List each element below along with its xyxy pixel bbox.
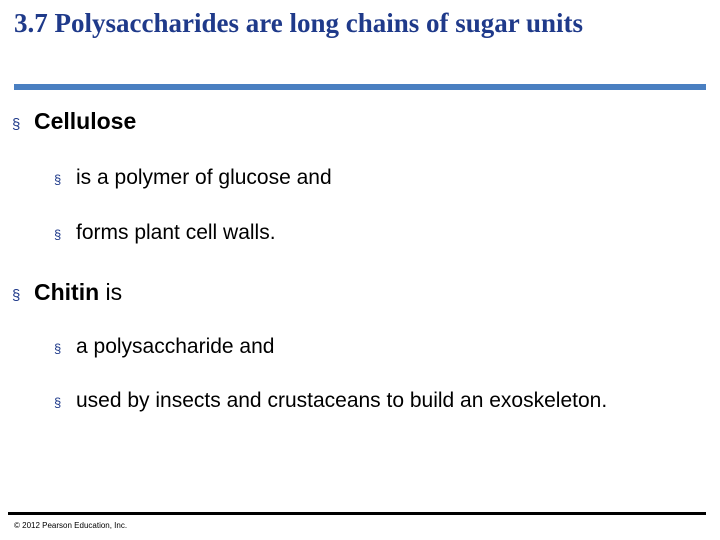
bullet-marker-icon: § xyxy=(12,116,21,133)
bullet-marker-icon: § xyxy=(54,172,62,187)
footer-divider xyxy=(8,512,706,515)
bullet-text: is xyxy=(99,279,123,305)
bullet-text: a polysaccharide and xyxy=(76,335,275,358)
title-divider xyxy=(14,84,706,90)
sub-bullet-polymer xyxy=(54,166,332,190)
bullet-text: is a polymer of glucose and xyxy=(76,166,332,189)
sub-bullet-exoskeleton xyxy=(54,389,607,413)
copyright-footer: © 2012 Pearson Education, Inc. xyxy=(14,521,128,530)
bullet-chitin xyxy=(12,279,122,306)
bullet-cellulose xyxy=(12,108,136,135)
bullet-marker-icon: § xyxy=(54,341,62,356)
sub-bullet-cell-walls xyxy=(54,221,276,245)
sub-bullet-polysaccharide xyxy=(54,335,274,359)
bullet-heading: Chitin xyxy=(34,279,100,305)
bullet-marker-icon: § xyxy=(54,395,62,410)
bullet-text: forms plant cell walls. xyxy=(76,221,276,244)
bullet-marker-icon: § xyxy=(12,287,21,304)
bullet-text: used by insects and crustaceans to build an exoskeleton. xyxy=(76,389,608,412)
bullet-heading: Cellulose xyxy=(34,108,137,134)
slide-title: 3.7 Polysaccharides are long chains of sugar units xyxy=(14,8,584,38)
bullet-marker-icon: § xyxy=(54,227,62,242)
